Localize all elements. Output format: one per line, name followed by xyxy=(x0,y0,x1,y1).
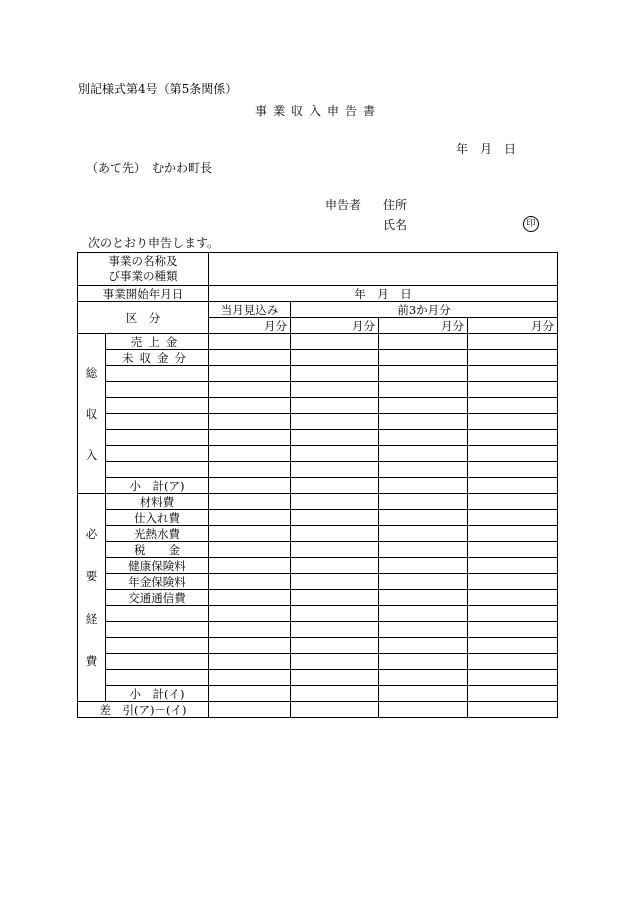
value-cell[interactable] xyxy=(379,638,468,654)
expense-item-label xyxy=(106,638,209,654)
value-cell[interactable] xyxy=(379,654,468,670)
value-cell[interactable] xyxy=(291,670,379,686)
value-cell[interactable] xyxy=(291,430,379,446)
value-cell[interactable] xyxy=(291,558,379,574)
value-cell[interactable] xyxy=(468,510,558,526)
value-cell[interactable] xyxy=(379,702,468,718)
value-cell[interactable] xyxy=(291,462,379,478)
value-cell[interactable] xyxy=(291,526,379,542)
value-cell[interactable] xyxy=(379,334,468,350)
value-cell[interactable] xyxy=(468,350,558,366)
applicant-label: 申告者 xyxy=(325,198,362,212)
income-item-label xyxy=(106,446,209,462)
income-side-label-char: 総 xyxy=(85,365,98,380)
value-cell[interactable] xyxy=(468,366,558,382)
expense-side-label-char: 必 xyxy=(85,526,98,541)
month-unit: 月分 xyxy=(379,318,468,334)
value-cell[interactable] xyxy=(379,366,468,382)
expense-item-label: 仕入れ費 xyxy=(106,510,209,526)
value-cell[interactable] xyxy=(291,686,379,702)
value-cell[interactable] xyxy=(209,606,291,622)
start-date-field[interactable]: 年 月 日 xyxy=(209,286,558,302)
income-side-label-char: 収 xyxy=(85,406,98,421)
value-cell[interactable] xyxy=(209,462,291,478)
form-reference: 別記様式第4号（第5条関係） xyxy=(78,82,238,96)
value-cell[interactable] xyxy=(468,494,558,510)
expense-item-label xyxy=(106,606,209,622)
value-cell[interactable] xyxy=(379,606,468,622)
subtotal-a-label: 小 計(ア) xyxy=(106,478,209,494)
value-cell[interactable] xyxy=(209,702,291,718)
addressee: （あて先） むかわ町長 xyxy=(86,161,213,175)
expense-item-label: 年金保険料 xyxy=(106,574,209,590)
value-cell[interactable] xyxy=(291,382,379,398)
value-cell[interactable] xyxy=(209,686,291,702)
income-side-label-char: 入 xyxy=(85,447,98,462)
value-cell[interactable] xyxy=(379,478,468,494)
value-cell[interactable] xyxy=(209,414,291,430)
expense-item-label xyxy=(106,654,209,670)
value-cell[interactable] xyxy=(468,414,558,430)
value-cell[interactable] xyxy=(291,366,379,382)
value-cell[interactable] xyxy=(468,398,558,414)
value-cell[interactable] xyxy=(291,446,379,462)
income-item-label: 売上金 xyxy=(106,334,209,350)
value-cell[interactable] xyxy=(379,398,468,414)
expense-item-label xyxy=(106,670,209,686)
value-cell[interactable] xyxy=(379,686,468,702)
value-cell[interactable] xyxy=(209,334,291,350)
value-cell[interactable] xyxy=(209,622,291,638)
income-declaration-table xyxy=(77,252,558,718)
value-cell[interactable] xyxy=(379,414,468,430)
month-unit: 月分 xyxy=(468,318,558,334)
income-item-label xyxy=(106,398,209,414)
value-cell[interactable] xyxy=(379,670,468,686)
value-cell[interactable] xyxy=(468,590,558,606)
month-unit: 月分 xyxy=(291,318,379,334)
value-cell[interactable] xyxy=(291,398,379,414)
value-cell[interactable] xyxy=(468,382,558,398)
expense-side-label xyxy=(78,494,106,702)
value-cell[interactable] xyxy=(468,622,558,638)
expense-item-label: 光熱水費 xyxy=(106,526,209,542)
expense-item-label: 交通通信費 xyxy=(106,590,209,606)
address-label: 住所 xyxy=(383,198,408,212)
value-cell[interactable] xyxy=(291,542,379,558)
intro-text: 次のとおり申告します。 xyxy=(88,236,220,250)
value-cell[interactable] xyxy=(468,574,558,590)
value-cell[interactable] xyxy=(209,526,291,542)
value-cell[interactable] xyxy=(209,558,291,574)
value-cell[interactable] xyxy=(468,558,558,574)
value-cell[interactable] xyxy=(209,398,291,414)
expense-side-label-char: 要 xyxy=(85,569,98,584)
value-cell[interactable] xyxy=(468,638,558,654)
value-cell[interactable] xyxy=(209,670,291,686)
name-label: 氏名 xyxy=(383,218,408,232)
value-cell[interactable] xyxy=(291,478,379,494)
expense-item-label: 税 金 xyxy=(106,542,209,558)
value-cell[interactable] xyxy=(468,462,558,478)
value-cell[interactable] xyxy=(291,334,379,350)
income-item-label: 未収金分 xyxy=(106,350,209,366)
value-cell[interactable] xyxy=(379,510,468,526)
expense-side-label-char: 経 xyxy=(85,611,98,626)
value-cell[interactable] xyxy=(468,526,558,542)
value-cell[interactable] xyxy=(379,526,468,542)
value-cell[interactable] xyxy=(379,558,468,574)
business-name-label: 事業の名称及 び事業の種類 xyxy=(78,253,209,286)
value-cell[interactable] xyxy=(379,430,468,446)
value-cell[interactable] xyxy=(379,382,468,398)
value-cell[interactable] xyxy=(209,366,291,382)
value-cell[interactable] xyxy=(291,574,379,590)
value-cell[interactable] xyxy=(468,702,558,718)
expense-side-label-char: 費 xyxy=(85,654,98,669)
income-item-label xyxy=(106,462,209,478)
difference-label: 差 引(ア)－(イ) xyxy=(78,702,209,718)
value-cell[interactable] xyxy=(291,350,379,366)
value-cell[interactable] xyxy=(468,670,558,686)
prev-3-months-header: 前3か月分 xyxy=(291,302,558,318)
value-cell[interactable] xyxy=(468,542,558,558)
income-item-label xyxy=(106,414,209,430)
value-cell[interactable] xyxy=(468,686,558,702)
value-cell[interactable] xyxy=(291,622,379,638)
income-item-label xyxy=(106,382,209,398)
value-cell[interactable] xyxy=(379,622,468,638)
income-side-label xyxy=(78,334,106,494)
value-cell[interactable] xyxy=(379,590,468,606)
value-cell[interactable] xyxy=(209,542,291,558)
value-cell[interactable] xyxy=(209,382,291,398)
business-name-field[interactable] xyxy=(209,253,558,286)
value-cell[interactable] xyxy=(379,542,468,558)
value-cell[interactable] xyxy=(379,574,468,590)
start-date-label: 事業開始年月日 xyxy=(78,286,209,302)
value-cell[interactable] xyxy=(291,494,379,510)
value-cell[interactable] xyxy=(209,446,291,462)
value-cell[interactable] xyxy=(209,478,291,494)
expense-item-label xyxy=(106,622,209,638)
value-cell[interactable] xyxy=(209,510,291,526)
value-cell[interactable] xyxy=(291,414,379,430)
seal-mark: 印 xyxy=(523,216,539,232)
value-cell[interactable] xyxy=(468,478,558,494)
value-cell[interactable] xyxy=(209,638,291,654)
value-cell[interactable] xyxy=(379,462,468,478)
expense-item-label: 材料費 xyxy=(106,494,209,510)
expense-item-label: 健康保険料 xyxy=(106,558,209,574)
subtotal-i-label: 小 計(イ) xyxy=(106,686,209,702)
value-cell[interactable] xyxy=(379,350,468,366)
value-cell[interactable] xyxy=(209,350,291,366)
value-cell[interactable] xyxy=(291,702,379,718)
income-item-label xyxy=(106,430,209,446)
value-cell[interactable] xyxy=(291,590,379,606)
value-cell[interactable] xyxy=(209,430,291,446)
value-cell[interactable] xyxy=(209,494,291,510)
value-cell[interactable] xyxy=(379,446,468,462)
value-cell[interactable] xyxy=(291,510,379,526)
value-cell[interactable] xyxy=(468,334,558,350)
value-cell[interactable] xyxy=(209,654,291,670)
document-title: 事業収入申告書 xyxy=(255,104,382,118)
value-cell[interactable] xyxy=(291,638,379,654)
value-cell[interactable] xyxy=(468,430,558,446)
current-month-header: 当月見込み xyxy=(209,302,291,318)
value-cell[interactable] xyxy=(468,606,558,622)
value-cell[interactable] xyxy=(468,654,558,670)
value-cell[interactable] xyxy=(209,574,291,590)
month-unit: 月分 xyxy=(209,318,291,334)
category-header: 区 分 xyxy=(78,302,209,334)
value-cell[interactable] xyxy=(468,446,558,462)
value-cell[interactable] xyxy=(291,606,379,622)
value-cell[interactable] xyxy=(291,654,379,670)
date-line: 年 月 日 xyxy=(456,142,517,156)
income-item-label xyxy=(106,366,209,382)
value-cell[interactable] xyxy=(209,590,291,606)
value-cell[interactable] xyxy=(379,494,468,510)
